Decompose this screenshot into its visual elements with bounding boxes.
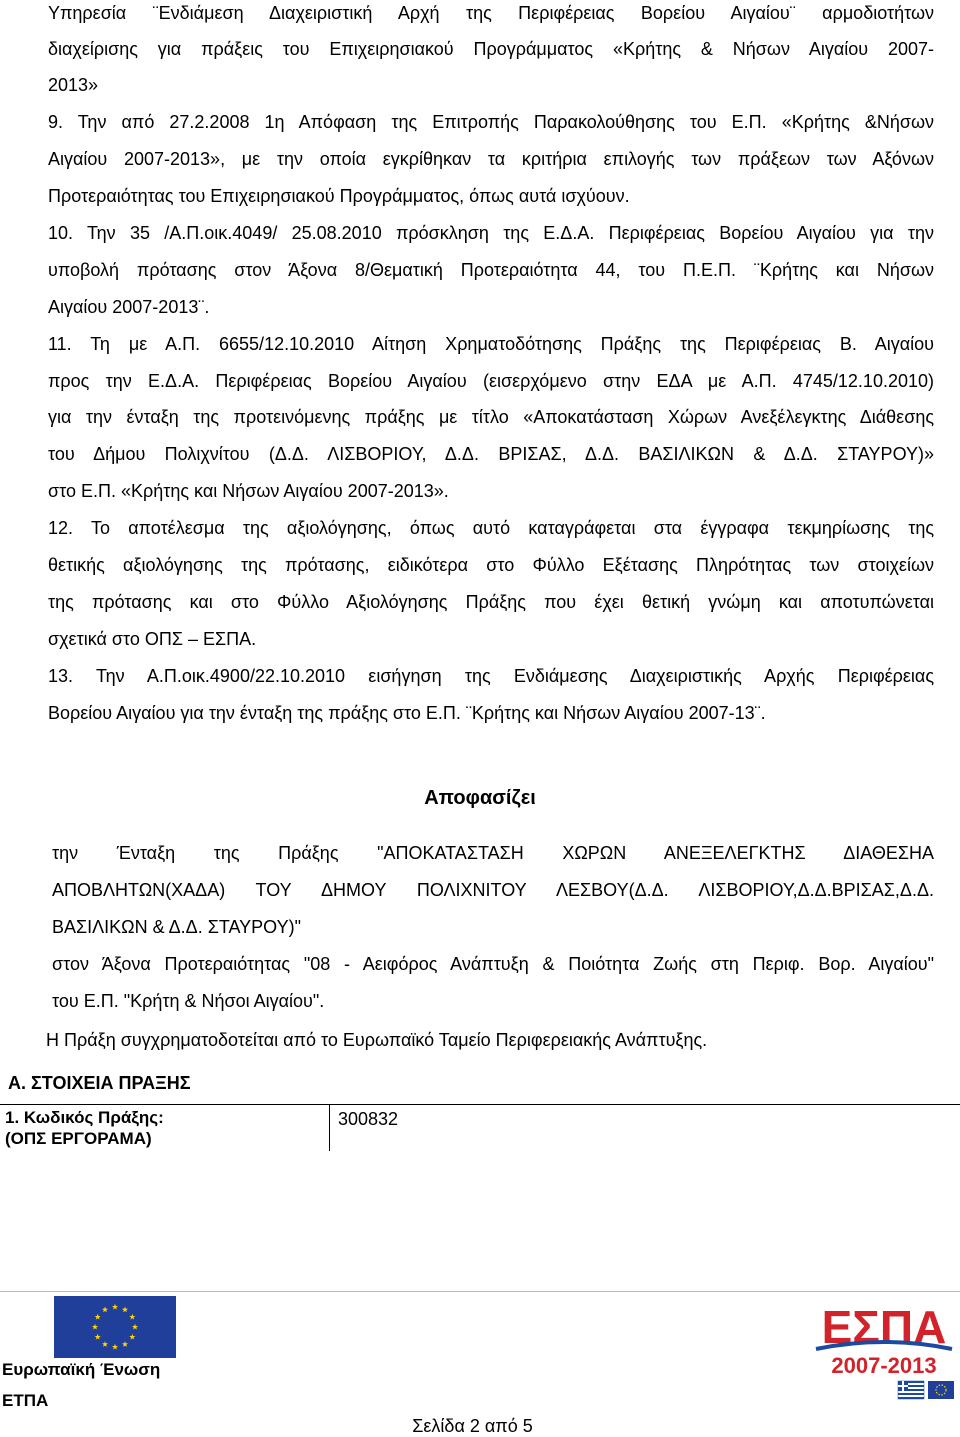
espa-logo-years: 2007-2013 (831, 1353, 937, 1378)
text-line: της πρότασης και στο Φύλλο Αξιολόγησης Πράξης που έχει θετική γνώμη και αποτυπώνεται (48, 592, 934, 612)
espa-logo-icon (810, 1297, 958, 1403)
eu-label: Ευρωπαϊκή Ένωση (2, 1360, 161, 1379)
section-a-title: Α. ΣΤΟΙΧΕΙΑ ΠΡΑΞΗΣ (8, 1073, 191, 1093)
page-number: Σελίδα 2 από 5 (412, 1416, 533, 1436)
project-code-value: 300832 (338, 1109, 399, 1129)
project-code-label-line1: 1. Κωδικός Πράξης: (5, 1108, 164, 1127)
project-code-table (0, 1104, 960, 1150)
decision-title: Αποφασίζει (424, 787, 536, 809)
text-line: προς την Ε.Δ.Α. Περιφέρειας Βορείου Αιγαίου (εισερχόμενο στην ΕΔΑ με Α.Π. 4745/12.10.2010) (48, 371, 934, 391)
text-line: 11. Τη με Α.Π. 6655/12.10.2010 Αίτηση Χρηματοδότησης Πράξης της Περιφέρειας Β. Αιγαίου (48, 334, 934, 354)
decision-line: στον Άξονα Προτεραιότητας "08 - Αειφόρος Ανάπτυξη & Ποιότητα Ζωής στη Περιφ. Βορ. Αιγαίου" (52, 954, 934, 974)
greek-flag-icon (898, 1381, 924, 1399)
text-line: 12. Το αποτέλεσμα της αξιολόγησης, όπως αυτό καταγράφεται στα έγγραφα τεκμηρίωσης της (48, 518, 934, 538)
decision-line: του Ε.Π. "Κρήτη & Νήσοι Αιγαίου". (52, 991, 325, 1011)
project-code-label-line2: (ΟΠΣ ΕΡΓΟΡΑΜΑ) (5, 1129, 152, 1148)
text-line: Προτεραιότητας του Επιχειρησιακού Προγράμματος, όπως αυτά ισχύουν. (48, 186, 630, 206)
footer-divider (0, 1291, 960, 1292)
text-line: θετικής αξιολόγησης της πρότασης, ειδικότερα στο Φύλλο Εξέτασης Πληρότητας των στοιχείων (48, 555, 934, 575)
decision-line: Η Πράξη συγχρηματοδοτείται από το Ευρωπαϊκό Ταμείο Περιφερειακής Ανάπτυξης. (46, 1030, 708, 1050)
text-line: υποβολή πρότασης στον Άξονα 8/Θεματική Προτεραιότητα 44, του Π.Ε.Π. ¨Κρήτης και Νήσων (48, 260, 934, 280)
project-code-label (0, 1105, 330, 1151)
text-line: 9. Την από 27.2.2008 1η Απόφαση της Επιτροπής Παρακολούθησης του Ε.Π. «Κρήτης &Νήσων (48, 112, 934, 132)
decision-line: ΒΑΣΙΛΙΚΩΝ & Δ.Δ. ΣΤΑΥΡΟΥ)" (52, 917, 301, 937)
etpa-label: ΕΤΠΑ (2, 1391, 49, 1410)
text-line: 10. Την 35 /Α.Π.οικ.4049/ 25.08.2010 πρόσκληση της Ε.Δ.Α. Περιφέρειας Βορείου Αιγαίου για την (48, 223, 934, 243)
espa-logo-text: ΕΣΠΑ (821, 1301, 947, 1353)
text-line: διαχείρισης για πράξεις του Επιχειρησιακού Προγράμματος «Κρήτης & Νήσων Αιγαίου 2007- (48, 39, 934, 59)
text-line: στο Ε.Π. «Κρήτης και Νήσων Αιγαίου 2007-2013». (48, 481, 449, 501)
eu-flag-icon (54, 1296, 176, 1358)
text-line: Βορείου Αιγαίου για την ένταξη της πράξης στο Ε.Π. ¨Κρήτης και Νήσων Αιγαίου 2007-13¨. (48, 703, 766, 723)
decision-line: ΑΠΟΒΛΗΤΩΝ(ΧΑΔΑ) ΤΟΥ ΔΗΜΟΥ ΠΟΛΙΧΝΙΤΟΥ ΛΕΣΒΟΥ(Δ.Δ. ΛΙΣΒΟΡΙΟΥ,Δ.Δ.ΒΡΙΣΑΣ,Δ.Δ. (52, 880, 934, 900)
decision-line: την Ένταξη της Πράξης "ΑΠΟΚΑΤΑΣΤΑΣΗ ΧΩΡΩΝ ΑΝΕΞΕΛΕΓΚΤΗΣ ΔΙΑΘΕΣΗΑ (52, 843, 934, 863)
text-line: σχετικά στο ΟΠΣ – ΕΣΠΑ. (48, 629, 257, 649)
text-line: 2013» (48, 75, 99, 95)
text-line: Αιγαίου 2007-2013», με την οποία εγκρίθηκαν τα κριτήρια επιλογής των πράξεων των Αξόνων (48, 149, 934, 169)
text-line: του Δήμου Πολιχνίτου (Δ.Δ. ΛΙΣΒΟΡΙΟΥ, Δ.Δ. ΒΡΙΣΑΣ, Δ.Δ. ΒΑΣΙΛΙΚΩΝ & Δ.Δ. ΣΤΑΥΡΟΥ)» (48, 444, 934, 464)
text-line: Υπηρεσία ¨Ενδιάμεση Διαχειριστική Αρχή της Περιφέρειας Βορείου Αιγαίου¨ αρμοδιοτήτων (48, 3, 934, 23)
text-line: για την ένταξη της προτεινόμενης πράξης με τίτλο «Αποκατάσταση Χώρων Ανεξέλεγκτης Διάθεσης (48, 407, 934, 427)
eu-mini-flag-icon (928, 1381, 954, 1399)
text-line: 13. Την Α.Π.οικ.4900/22.10.2010 εισήγηση της Ενδιάμεσης Διαχειριστικής Αρχής Περιφέρειας (48, 666, 934, 686)
text-line: Αιγαίου 2007-2013¨. (48, 297, 210, 317)
